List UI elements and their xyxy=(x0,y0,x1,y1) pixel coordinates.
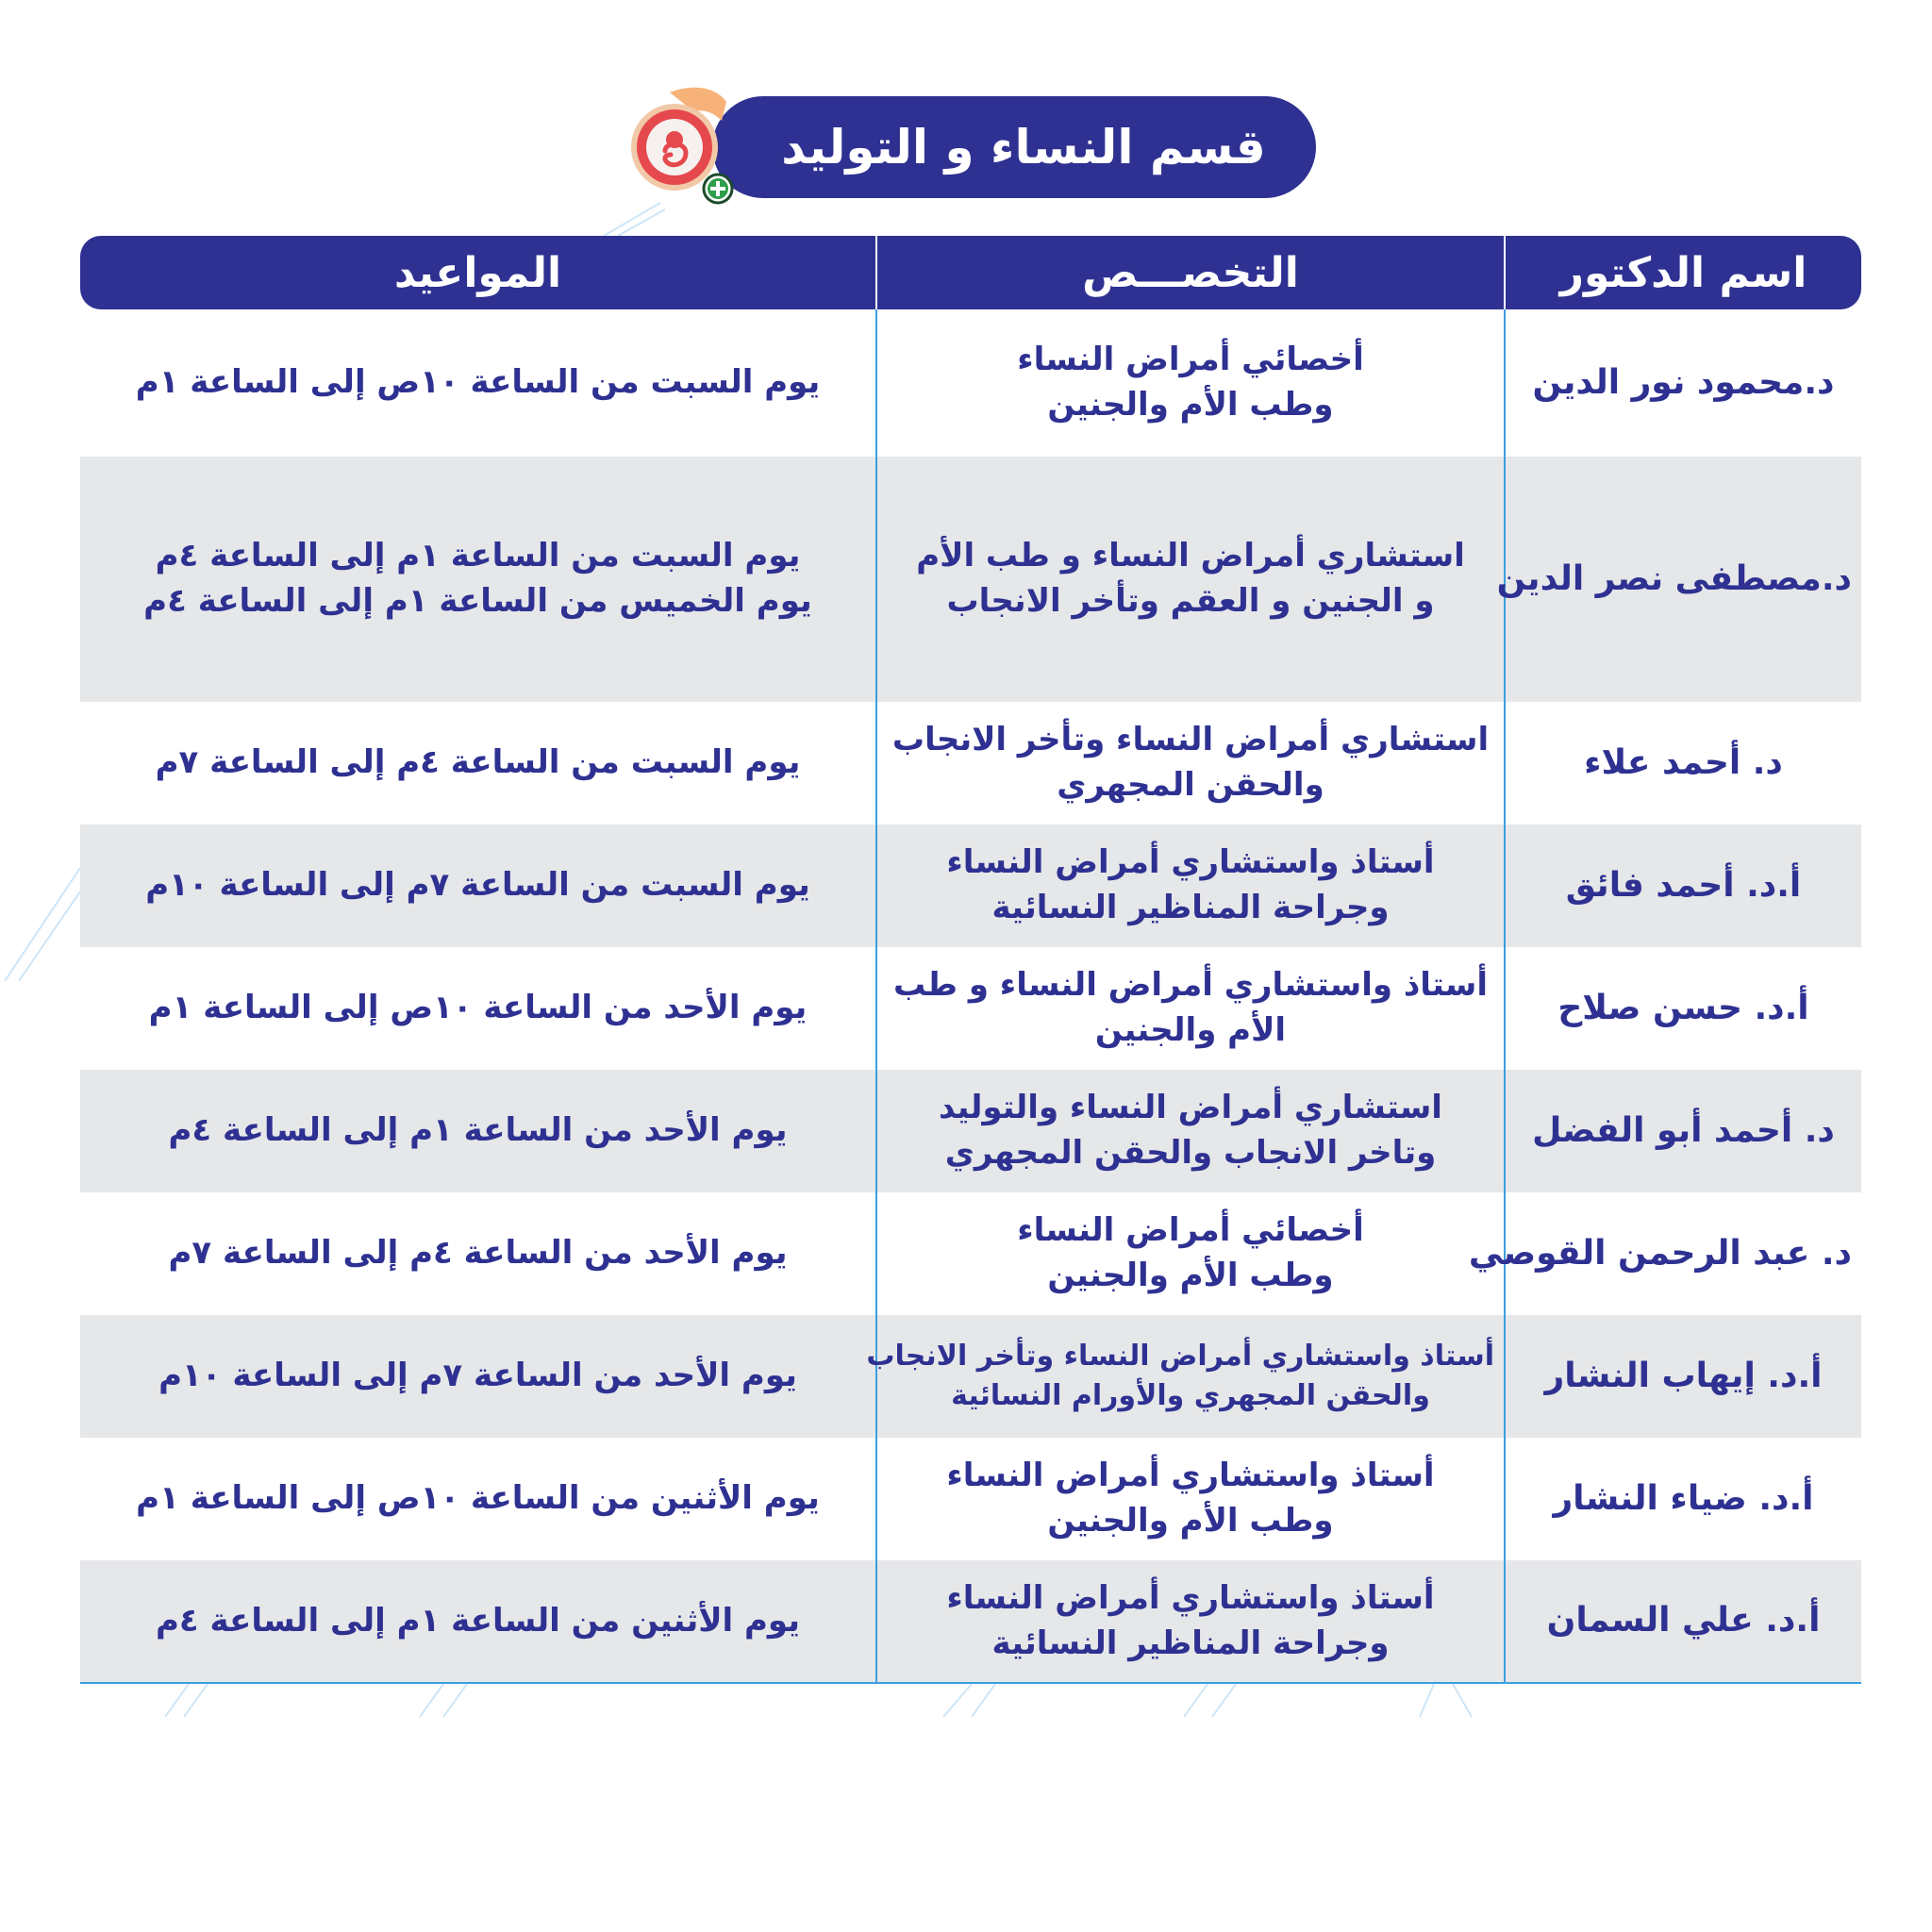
doctor-schedule xyxy=(80,309,876,457)
table-row xyxy=(80,1192,1861,1315)
specialty-line: أستاذ واستشاري أمراض النساء وتأخر الانجاب xyxy=(866,1340,1494,1373)
doctor-schedule xyxy=(80,1070,876,1192)
table-row xyxy=(80,457,1861,702)
doctor-schedule xyxy=(80,702,876,824)
specialty-line: أستاذ واستشاري أمراض النساء و طب xyxy=(892,966,1488,1005)
page-title: قسم النساء و التوليد xyxy=(781,120,1266,175)
doctor-specialty xyxy=(866,1315,1505,1438)
schedule-line: يوم السبت من الساعة ٧م إلى الساعة ١٠م xyxy=(145,866,810,905)
doctor-specialty xyxy=(876,702,1505,824)
title-banner xyxy=(627,83,1316,206)
schedule-line: يوم الأحد من الساعة ٤م إلى الساعة ٧م xyxy=(168,1234,788,1273)
doctor-name: د. أحمد علاء xyxy=(1505,702,1861,824)
specialty-line: و الجنين و العقم وتأخر الانجاب xyxy=(946,582,1435,620)
doctor-specialty xyxy=(876,1070,1505,1192)
doctor-schedule xyxy=(80,824,876,947)
doctor-specialty xyxy=(876,1438,1505,1560)
schedule-line: يوم السبت من الساعة ١٠ص إلى الساعة ١م xyxy=(135,363,821,402)
specialty-line: استشاري أمراض النساء والتوليد xyxy=(939,1089,1442,1127)
table-row xyxy=(80,1315,1861,1438)
schedule-table-container xyxy=(80,236,1861,1684)
title-pill xyxy=(712,96,1316,198)
doctor-name: أ.د. إيهاب النشار xyxy=(1505,1315,1861,1438)
doctor-specialty xyxy=(876,824,1505,947)
specialty-line: أستاذ واستشاري أمراض النساء xyxy=(946,1578,1435,1617)
doctor-specialty xyxy=(876,947,1505,1070)
specialty-line: وجراحة المناظير النسائية xyxy=(991,1624,1390,1662)
doctor-name: أ.د. أحمد فائق xyxy=(1505,824,1861,947)
header-doctor-name: اسم الدكتور xyxy=(1505,236,1861,309)
specialty-line: وجراحة المناظير النسائية xyxy=(991,889,1390,926)
specialty-line: استشاري أمراض النساء و طب الأم xyxy=(916,537,1465,575)
doctor-name: د. عبد الرحمن القوصي xyxy=(1505,1192,1861,1315)
specialty-line: والحقن المجهري xyxy=(1057,766,1324,804)
schedule-line: يوم الأثنين من الساعة ١٠ص إلى الساعة ١م xyxy=(136,1479,820,1518)
doctor-schedule xyxy=(80,1192,876,1315)
schedule-table xyxy=(80,236,1861,1684)
doctor-specialty xyxy=(876,309,1505,457)
table-row xyxy=(80,309,1861,457)
table-row xyxy=(80,947,1861,1070)
schedule-line: يوم الأحد من الساعة ١٠ص إلى الساعة ١م xyxy=(148,989,808,1027)
table-header-row xyxy=(80,236,1861,309)
doctor-name: أ.د. علي السمان xyxy=(1505,1560,1861,1683)
doctor-schedule xyxy=(80,1315,876,1438)
table-row xyxy=(80,1070,1861,1192)
specialty-line: استشاري أمراض النساء وتأخر الانجاب xyxy=(891,721,1490,759)
specialty-line: أخصائي أمراض النساء xyxy=(1017,341,1364,379)
doctor-name: أ.د. حسن صلاح xyxy=(1505,947,1861,1070)
table-row xyxy=(80,1560,1861,1683)
doctor-name: د. أحمد أبو الفضل xyxy=(1505,1070,1861,1192)
specialty-line: وطب الأم والجنين xyxy=(1047,1257,1334,1294)
pregnancy-icon xyxy=(627,83,750,206)
table-row xyxy=(80,1438,1861,1560)
doctor-schedule xyxy=(80,947,876,1070)
specialty-line: وطب الأم والجنين xyxy=(1047,1502,1334,1540)
specialty-line: وتاخر الانجاب والحقن المجهري xyxy=(944,1134,1437,1172)
schedule-line: يوم الأحد من الساعة ٧م إلى الساعة ١٠م xyxy=(158,1357,797,1395)
schedule-line: يوم السبت من الساعة ١م إلى الساعة ٤م xyxy=(155,537,801,575)
specialty-line: أخصائي أمراض النساء xyxy=(1017,1211,1364,1250)
doctor-schedule xyxy=(80,457,876,702)
specialty-line: أستاذ واستشاري أمراض النساء xyxy=(946,843,1435,882)
schedule-line: يوم الأثنين من الساعة ١م إلى الساعة ٤م xyxy=(155,1601,801,1640)
schedule-line: يوم الخميس من الساعة ١م إلى الساعة ٤م xyxy=(143,582,812,620)
schedule-line: يوم الأحد من الساعة ١م إلى الساعة ٤م xyxy=(168,1111,788,1150)
doctor-schedule xyxy=(80,1560,876,1683)
doctor-name: د.محمود نور الدين xyxy=(1505,309,1861,457)
specialty-line: وطب الأم والجنين xyxy=(1047,386,1334,424)
specialty-line: أستاذ واستشاري أمراض النساء xyxy=(946,1457,1435,1495)
header-specialty: التخصـــص xyxy=(876,236,1505,309)
specialty-line: والحقن المجهري والأورام النسائية xyxy=(951,1379,1430,1412)
doctor-specialty xyxy=(876,1560,1505,1683)
table-row xyxy=(80,824,1861,947)
doctor-name: د.مصطفى نصر الدين xyxy=(1505,457,1861,702)
doctor-specialty xyxy=(876,457,1505,702)
schedule-line: يوم السبت من الساعة ٤م إلى الساعة ٧م xyxy=(155,743,801,782)
doctor-name: أ.د. ضياء النشار xyxy=(1505,1438,1861,1560)
specialty-line: الأم والجنين xyxy=(1094,1011,1287,1049)
table-row xyxy=(80,702,1861,824)
doctor-schedule xyxy=(80,1438,876,1560)
header-schedule: المواعيد xyxy=(80,236,876,309)
doctor-specialty xyxy=(876,1192,1505,1315)
